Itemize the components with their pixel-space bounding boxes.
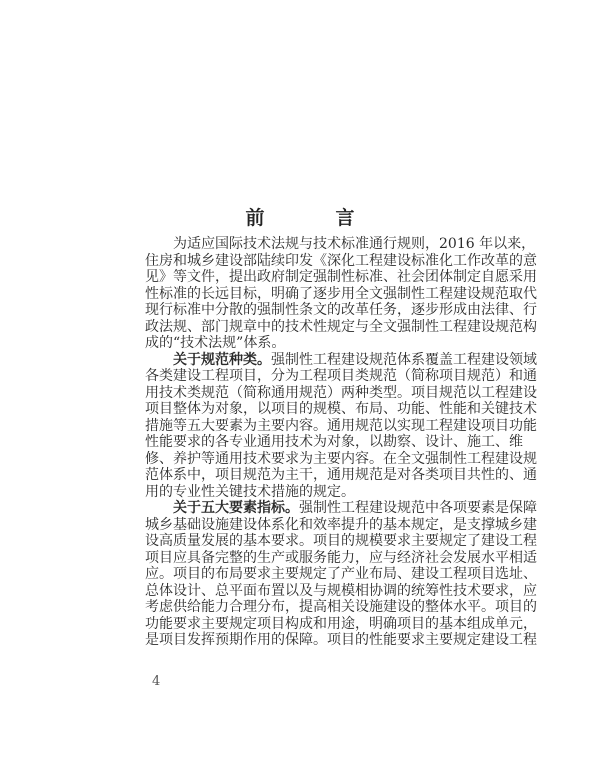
paragraph-intro	[145, 236, 537, 352]
text-span: 强制性工程建设规范体系覆盖工程建设领域	[271, 351, 537, 368]
text-line: 用技术类规范（简称通用规范）两种类型。项目规范以工程建设	[145, 384, 537, 401]
page-number: 4	[152, 674, 161, 689]
text-line: 项目整体为对象，以项目的规模、布局、功能、性能和关键技术	[145, 401, 537, 417]
text-line: 总体设计、总平面布置以及与规模相协调的统筹性技术要求，应	[145, 582, 537, 599]
text-line: 措施等五大要素为主要内容。通用规范以实现工程建设项目功能	[145, 417, 537, 434]
paragraph-lead: 关于五大要素指标。	[173, 500, 299, 516]
text-line: 各类建设工程项目，分为工程项目类规范（简称项目规范）和通	[145, 368, 537, 384]
text-line: 性标准的长远目标，明确了逐步用全文强制性工程建设规范取代	[145, 285, 537, 302]
text-line: 功能要求主要规定项目构成和用途，明确项目的基本组成单元，	[145, 615, 537, 632]
text-span: 强制性工程建设规范中各项要素是保障	[299, 500, 537, 516]
text-line: 考虑供给能力合理分布，提高相关设施建设的整体水平。项目的	[145, 599, 537, 615]
text-line: 设高质量发展的基本要求。项目的规模要求主要规定了建设工程	[145, 533, 537, 549]
text-line: 是项目发挥预期作用的保障。项目的性能要求主要规定建设工程	[145, 632, 537, 648]
text-line: 见》等文件，提出政府制定强制性标准、社会团体制定自愿采用	[145, 269, 537, 285]
text-line: 为适应国际技术法规与技术标准通行规则，2016 年以来，	[173, 236, 536, 252]
paragraph-spec-types	[145, 351, 537, 501]
text-line: 住房和城乡建设部陆续印发《深化工程建设标准化工作改革的意	[145, 252, 537, 269]
paragraph-five-elements	[145, 500, 537, 649]
text-line	[145, 500, 537, 517]
text-line	[145, 351, 537, 369]
paragraph-lead: 关于规范种类。	[173, 351, 271, 368]
text-line: 成的“技术法规”体系。	[145, 335, 286, 351]
text-line: 现行标准中分散的强制性条文的改革任务，逐步形成由法律、行	[145, 302, 537, 318]
text-line: 项目应具备完整的生产或服务能力，应与经济社会发展水平相适	[145, 549, 537, 566]
text-line: 应。项目的布局要求主要规定了产业布局、建设工程项目选址、	[145, 566, 537, 582]
document-body	[145, 236, 537, 649]
text-line: 修、养护等通用技术要求为主要内容。在全文强制性工程建设规	[145, 450, 537, 467]
text-line: 性能要求的各专业通用技术为对象，以勘察、设计、施工、维	[145, 434, 523, 450]
text-line: 政法规、部门规章中的技术性规定与全文强制性工程建设规范构	[145, 318, 537, 335]
text-line: 城乡基础设施建设体系化和效率提升的基本规定，是支撑城乡建	[145, 516, 537, 533]
text-line: 范体系中，项目规范为主干，通用规范是对各类项目共性的、通	[145, 467, 537, 483]
page-title: 前 言	[245, 207, 381, 229]
text-line: 用的专业性关键技术措施的规定。	[145, 483, 355, 500]
